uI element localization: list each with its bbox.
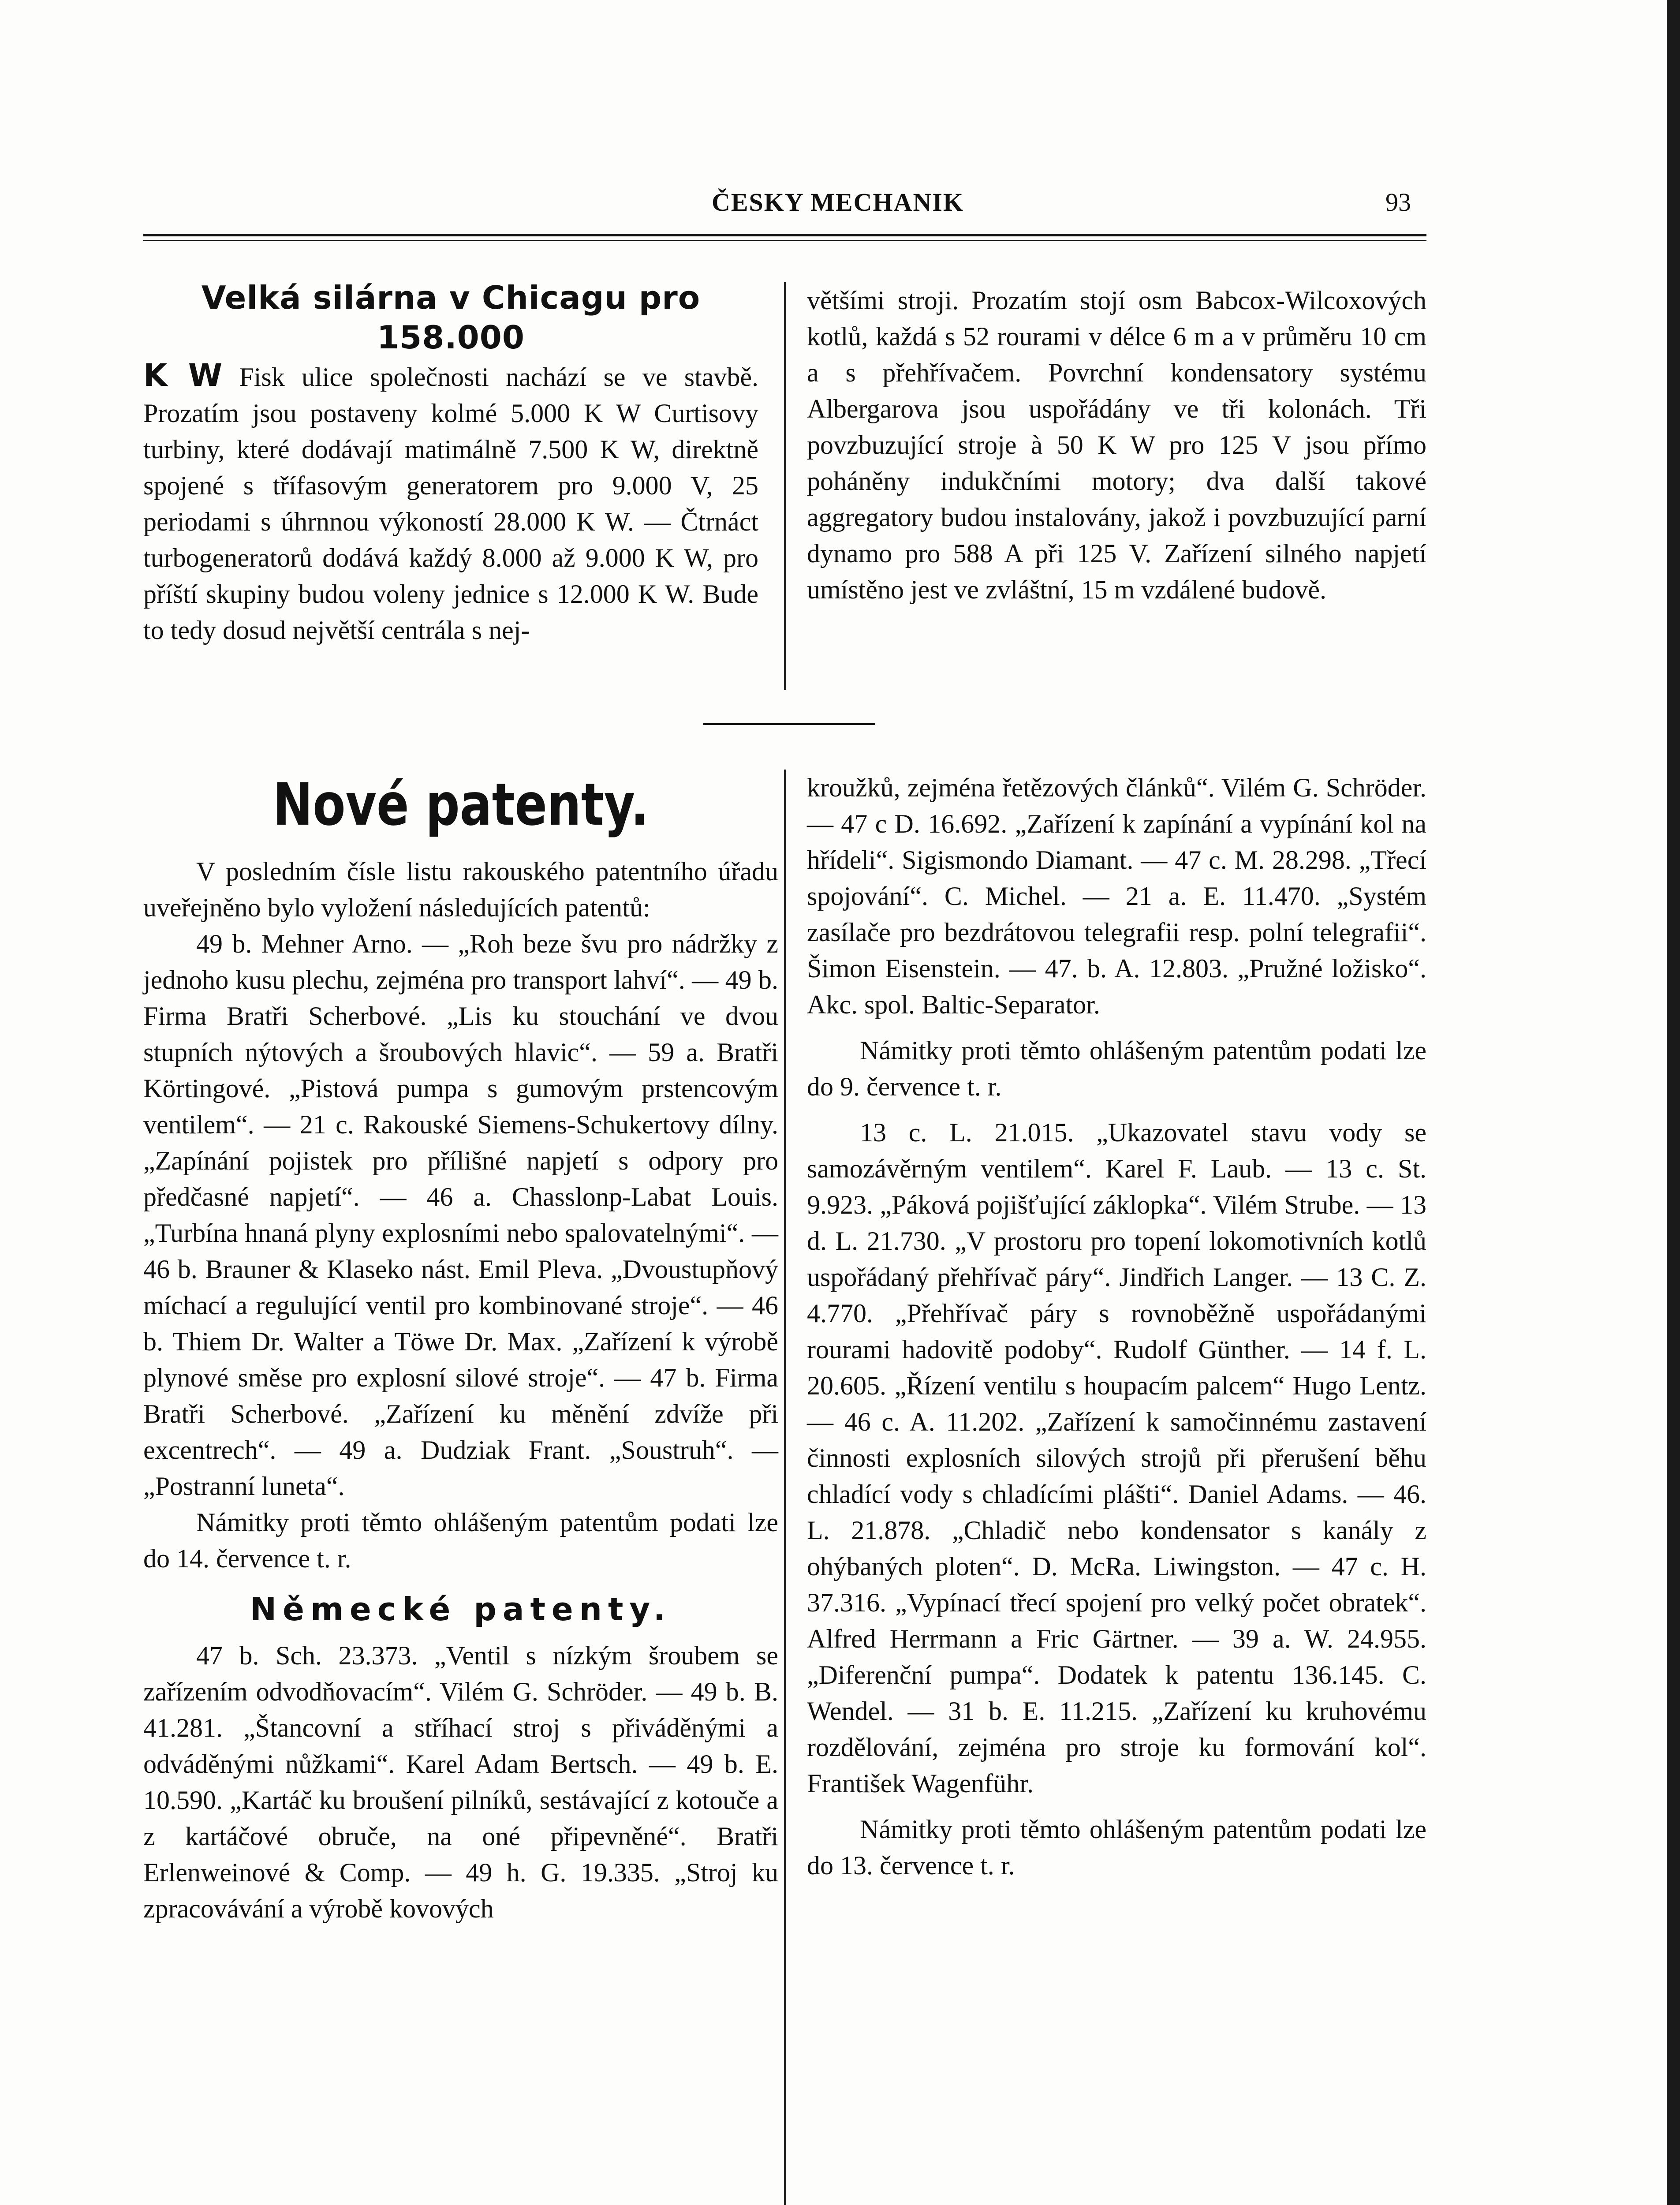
nemecke-patenty-right-text-2: 13 c. L. 21.015. „Ukazovatel stavu vody se samozávěrným ventilem“. Karel F. Laub. — 13 c. St. 9.923. „Páková pojišťující záklopka“. Vilém Strube. — 13 d. L. 21.730. „V prostoru pro topení lokomotivních kotlů uspořádaný přehřívač páry“. Jindřich Langer. — 13 C. Z. 4.770. „Přehřívač páry s rovnoběžně uspořádanými rourami hadovitě podoby“. Rudolf Günther. — 14 f. L. 20.605. „Řízení ventilu s houpacím palcem“ Hugo Lentz. — 46 c. A. 11.202. „Zařízení k samočinnému zastavení činnosti explosních silových strojů při přerušení běhu chladící vody s chladícími plášti“. Daniel Adams. — 46. L. 21.878. „Chladič nebo kondensator s kanály z ohýbaných ploten“. D. McRa. Liwingston. — 47 c. H. 37.316. „Vypínací třecí spojení pro velký počet obratek“. Alfred Herrmann a Fric Gärtner. — 39 a. W. 24.955. „Diferenční pumpa“. Dodatek k patentu 136.145. C. Wendel. — 31 b. E. 11.215. „Zařízení ku kruhovému rozdělování, zejména pro stroje ku formování kol“. František Wagenführ.: [807, 1118, 1426, 1798]
silarna-kw: K W: [143, 357, 223, 393]
silarna-heading: Velká silárna v Chicagu pro 158.000: [201, 279, 701, 356]
silarna-right-column: [807, 282, 1426, 608]
nemecke-patenty-left-text: 47 b. Sch. 23.373. „Ventil s nízkým šroubem se zařízením odvodňovacím“. Vilém G. Schröder. — 49 b. B. 41.281. „Štancovní a stříhací stroj s přiváděnými a odváděnými nůžkami“. Karel Adam Bertsch. — 49 b. E. 10.590. „Kartáč ku broušení pilníků, sestávající z kotouče a z kartáčové obruče, na oné připevněné“. Bratři Erlenweinové & Comp. — 49 h. G. 19.335. „Stroj ku zpracovávání a výrobě kovových: [143, 1641, 778, 1923]
silarna-left-column: [143, 278, 758, 648]
nove-patenty-heading: Nové patenty.: [273, 771, 649, 839]
right-column-lower: [807, 770, 1426, 1884]
left-column-lower: [143, 770, 778, 1927]
section-separator: [703, 723, 875, 725]
nove-patenty-intro: V posledním čísle listu rakouského patentního úřadu uveřejněno bylo vyložení následujících patentů:: [143, 857, 778, 922]
nemecke-patenty-right-text-1: kroužků, zejména řetězových článků“. Vilém G. Schröder. — 47 c D. 16.692. „Zařízení k zapínání a vypínání kol na hřídeli“. Sigismondo Diamant. — 47 c. M. 28.298. „Třecí spojování“. C. Michel. — 21 a. E. 11.470. „Systém zasílače pro bezdrátovou telegrafii resp. polní telegrafii“. Šimon Eisenstein. — 47. b. A. 12.803. „Pružné ložisko“. Akc. spol. Baltic-Separator.: [807, 773, 1426, 1019]
silarna-right-text: většími stroji. Prozatím stojí osm Babcox-Wilcoxových kotlů, každá s 52 rourami v délce 6 m a v průměru 10 cm a s přehřívačem. Povrchní kondensatory systému Albergarova jsou uspořádány ve tři kolonách. Tři povzbuzující stroje à 50 K W pro 125 V jsou přímo poháněny indukčními motory; dva další takové aggregatory budou instalovány, jakož i povzbuzující parní dynamo pro 588 A při 125 V. Zařízení silného napjetí umístěno jest ve zvláštní, 15 m vzdálené budově.: [807, 286, 1426, 604]
silarna-left-text: K W Fisk ulice společnosti nachází se ve stavbě. Prozatím jsou postaveny kolmé 5.000 K W Curtisovy turbiny, které dodávají matimálně 7.500 K W, direktně spojené s třífasovým generatorem pro 9.000 V, 25 periodami s úhrnnou výkoností 28.000 K W. — Čtrnáct turbogeneratorů dodává každý 8.000 až 9.000 K W, pro příští skupiny budou voleny jednice s 12.000 K W. Bude to tedy dosud největší centrála s nej-: [143, 357, 758, 645]
header-rule-top: [143, 234, 1426, 236]
header-rule-bottom: [143, 240, 1426, 241]
nove-patenty-deadline: Námitky proti těmto ohlášeným patentům podati lze do 14. července t. r.: [143, 1508, 778, 1573]
nemecke-patenty-heading: Německé patenty.: [250, 1591, 672, 1628]
column-divider-bottom: [784, 770, 786, 2205]
nove-patenty-list: 49 b. Mehner Arno. — „Roh beze švu pro nádržky z jednoho kusu plechu, zejména pro transport lahví“. — 49 b. Firma Bratři Scherbové. „Lis ku stouchání ve dvou stupních nýtových a šroubových hlaviс“. — 59 a. Bratři Körtingové. „Pistová pumpa s gumovým prstencovým ventilem“. — 21 c. Rakouské Siemens-Schukertovy dílny. „Zapínání pojistek pro přílišné napjetí s odpory pro předčasné napjetí“. — 46 a. Chasslonp-Labat Louis. „Turbína hnaná plyny explosními nebo spalovatelnými“. — 46 b. Brauner & Klaseko nást. Emil Pleva. „Dvoustupňový míchací a regulující ventil pro kombinované stroje“. — 46 b. Thiem Dr. Walter a Töwe Dr. Max. „Zařízení k výrobě plynové směse pro explosní silové stroje“. — 47 b. Firma Bratři Scherbové. „Zařízení ku měnění zdvíže při excentrech“. — 49 a. Dudziak Frant. „Soustruh“. — „Postranní luneta“.: [143, 929, 778, 1501]
page-number: 93: [1385, 188, 1411, 217]
nemecke-patenty-deadline-1: Námitky proti těmto ohlášeným patentům podati lze do 9. července t. r.: [807, 1036, 1426, 1101]
nemecke-patenty-deadline-2: Námitky proti těmto ohlášeným patentům podati lze do 13. července t. r.: [807, 1815, 1426, 1880]
column-divider-top: [784, 282, 786, 690]
running-title: ČESKY MECHANIK: [711, 188, 964, 217]
scan-edge-right: [1667, 0, 1680, 2205]
